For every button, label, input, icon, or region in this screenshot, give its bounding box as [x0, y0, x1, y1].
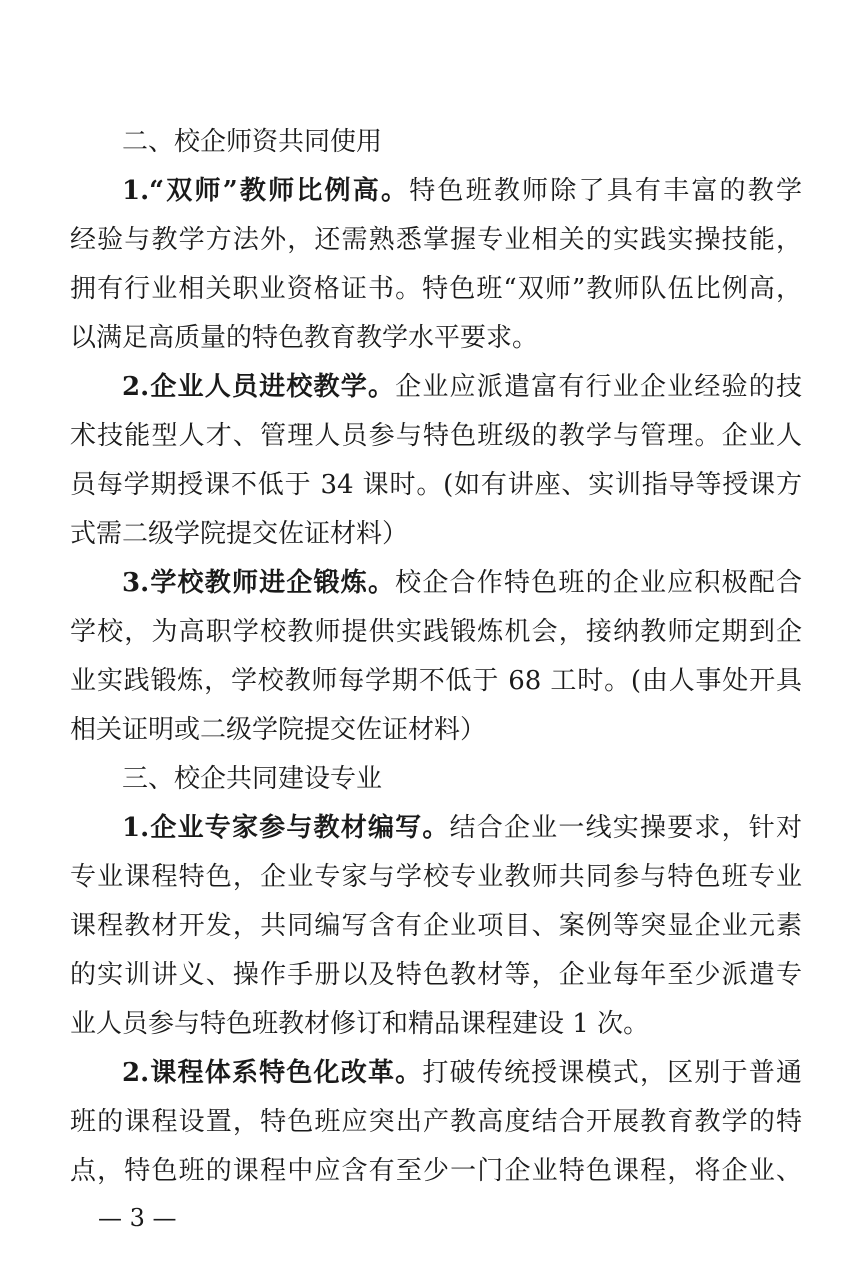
item-text: 校企合作特色班的企业应积极配合 — [395, 568, 802, 598]
paragraph-line: 经验与教学方法外，还需熟悉掌握专业相关的实践实操技能， — [70, 225, 802, 255]
paragraph-line: 点，特色班的课程中应含有至少一门企业特色课程，将企业、 — [70, 1156, 802, 1186]
paragraph-line: 业实践锻炼，学校教师每学期不低于 68 工时。(由人事处开具 — [70, 666, 802, 696]
paragraph-line: 班的课程设置，特色班应突出产教高度结合开展教育教学的特 — [70, 1107, 802, 1137]
paragraph-line — [70, 559, 802, 608]
item-title: 2.企业人员进校教学。 — [122, 372, 396, 402]
paragraph-line — [70, 1049, 802, 1098]
item-text: 结合企业一线实操要求，针对 — [449, 813, 802, 843]
paragraph-line: 以满足高质量的特色教育教学水平要求。 — [70, 323, 539, 353]
paragraph-line: 术技能型人才、管理人员参与特色班级的教学与管理。企业人 — [70, 421, 802, 451]
paragraph-line — [70, 167, 802, 216]
item-text: 企业应派遣富有行业企业经验的技 — [395, 372, 802, 402]
paragraph-line: 学校，为高职学校教师提供实践锻炼机会，接纳教师定期到企 — [70, 617, 802, 647]
section-heading: 三、校企共同建设专业 — [122, 764, 383, 794]
paragraph-line: 相关证明或二级学院提交佐证材料） — [70, 715, 487, 745]
section-heading: 二、校企师资共同使用 — [122, 127, 383, 157]
item-text: 特色班教师除了具有丰富的教学 — [409, 176, 802, 206]
paragraph-line: 课程教材开发，共同编写含有企业项目、案例等突显企业元素 — [70, 911, 802, 941]
item-title: 1.“双师”教师比例高。 — [122, 176, 410, 206]
item-title: 1.企业专家参与教材编写。 — [122, 813, 450, 843]
paragraph-line: 式需二级学院提交佐证材料） — [70, 519, 409, 549]
page-number: — 3 — — [98, 1204, 177, 1232]
paragraph-line: 业人员参与特色班教材修订和精品课程建设 1 次。 — [70, 1009, 650, 1039]
paragraph-line: 的实训讲义、操作手册以及特色教材等，企业每年至少派遣专 — [70, 960, 802, 990]
paragraph-line: 拥有行业相关职业资格证书。特色班“双师”教师队伍比例高， — [70, 274, 802, 304]
paragraph-line: 员每学期授课不低于 34 课时。(如有讲座、实训指导等授课方 — [70, 470, 802, 500]
paragraph-line — [70, 804, 802, 853]
item-title: 3.学校教师进企锻炼。 — [122, 568, 396, 598]
paragraph-line — [70, 363, 802, 412]
item-text: 打破传统授课模式，区别于普通 — [422, 1058, 802, 1088]
document-body — [70, 118, 802, 1196]
item-title: 2.课程体系特色化改革。 — [122, 1058, 423, 1088]
paragraph-line: 专业课程特色，企业专家与学校专业教师共同参与特色班专业 — [70, 862, 802, 892]
